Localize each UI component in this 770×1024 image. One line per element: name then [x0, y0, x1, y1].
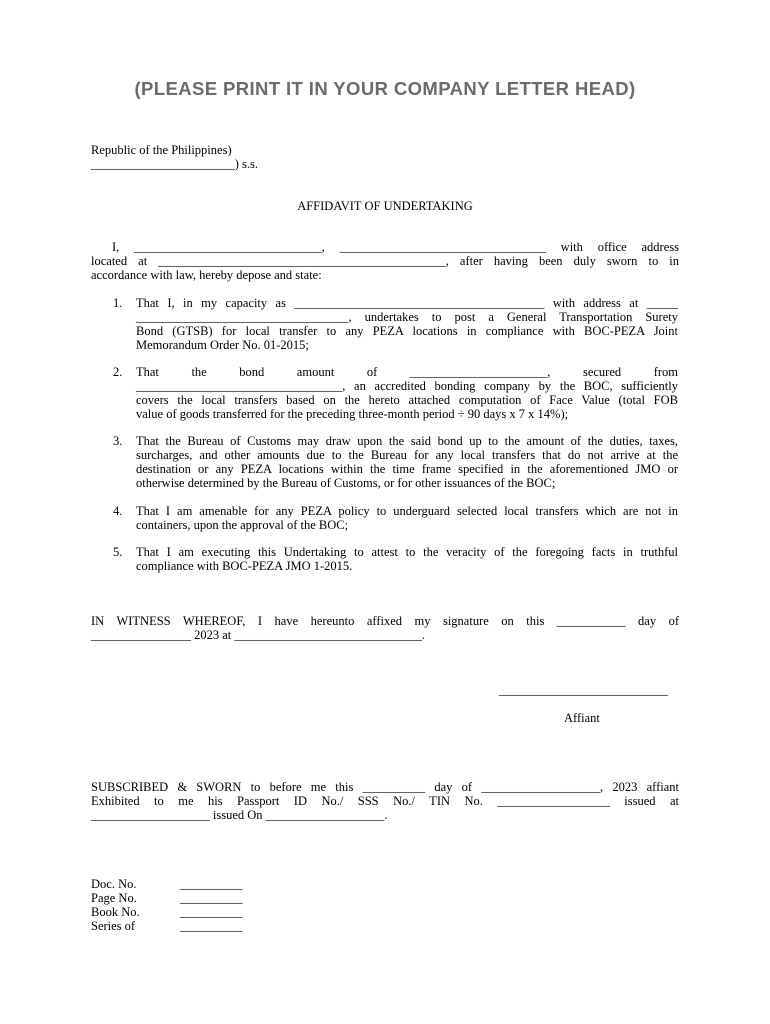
item-number: 5. — [113, 545, 123, 559]
book-no-label: Book No. — [91, 905, 140, 919]
item-number: 2. — [113, 365, 123, 379]
sworn-line-2: Exhibited to me his Passport ID No./ SSS No./ TIN No. __________________ issued at — [91, 794, 679, 808]
intro-line-3: accordance with law, hereby depose and state: — [91, 268, 322, 282]
item-line: __________________________________, undertakes to post a General Transportation Surety — [136, 310, 678, 324]
sworn-line-3: ___________________ issued On ___________________. — [91, 808, 388, 822]
item-line: containers, upon the approval of the BOC; — [136, 518, 349, 532]
item-number: 3. — [113, 434, 123, 448]
item-number: 4. — [113, 504, 123, 518]
letterhead-instruction: (PLEASE PRINT IT IN YOUR COMPANY LETTER HEAD) — [134, 78, 636, 99]
list-item — [136, 545, 678, 573]
list-item — [136, 504, 678, 532]
item-line: That the Bureau of Customs may draw upon the said bond up to the amount of the duties, taxes, — [136, 434, 678, 448]
series-of-label: Series of — [91, 919, 136, 933]
item-line: surcharges, and other amounts due to the Bureau for any local transfers that do not arrive at the — [136, 448, 678, 462]
item-line: _________________________________, an accredited bonding company by the BOC, sufficiently — [136, 379, 678, 393]
witness-line-2: ________________ 2023 at ______________________________. — [91, 628, 426, 642]
item-line: value of goods transferred for the preceding three-month period ÷ 90 days x 7 x 14%); — [136, 407, 569, 421]
doc-no-value: __________ — [180, 877, 243, 891]
item-line: That I am amenable for any PEZA policy to underguard selected local transfers which are not in — [136, 504, 678, 518]
item-line: otherwise determined by the Bureau of Customs, or for other issuances of the BOC; — [136, 476, 556, 490]
sworn-line-1: SUBSCRIBED & SWORN to before me this __________ day of ___________________, 2023 affiant — [91, 780, 679, 794]
item-line: Memorandum Order No. 01-2015; — [136, 338, 309, 352]
venue-republic: Republic of the Philippines) — [91, 143, 232, 157]
page-no-label: Page No. — [91, 891, 137, 905]
item-line: That I, in my capacity as ________________________________________ with address at _____ — [136, 296, 678, 310]
item-number: 1. — [113, 296, 123, 310]
signature-line: ___________________________ — [499, 683, 668, 697]
item-line: covers the local transfers based on the hereto attached computation of Face Value (total FOB — [136, 393, 678, 407]
doc-no-label: Doc. No. — [91, 877, 137, 891]
list-item — [136, 434, 678, 490]
item-line: compliance with BOC-PEZA JMO 1-2015. — [136, 559, 353, 573]
venue-ss: _______________________) s.s. — [91, 157, 259, 171]
list-item — [136, 296, 678, 352]
affidavit-title: AFFIDAVIT OF UNDERTAKING — [297, 199, 473, 213]
item-line: Bond (GTSB) for local transfer to any PEZA locations in compliance with BOC-PEZA Joint — [136, 324, 678, 338]
witness-line-1: IN WITNESS WHEREOF, I have hereunto affixed my signature on this ___________ day of — [91, 614, 679, 628]
list-item — [136, 365, 678, 421]
item-line: That the bond amount of ______________________, secured from — [136, 365, 678, 379]
page-no-value: __________ — [180, 891, 243, 905]
item-line: destination or any PEZA locations within the time frame specified in the aforementioned JMO or — [136, 462, 678, 476]
item-line: That I am executing this Undertaking to attest to the veracity of the foregoing facts in truthful — [136, 545, 678, 559]
affiant-label: Affiant — [564, 711, 600, 725]
series-of-value: __________ — [180, 919, 243, 933]
intro-line-2: located at ______________________________________________, after having been duly sworn to in — [91, 254, 679, 268]
book-no-value: __________ — [180, 905, 243, 919]
intro-line-1: I, ______________________________, _________________________________ with office address — [112, 240, 679, 254]
